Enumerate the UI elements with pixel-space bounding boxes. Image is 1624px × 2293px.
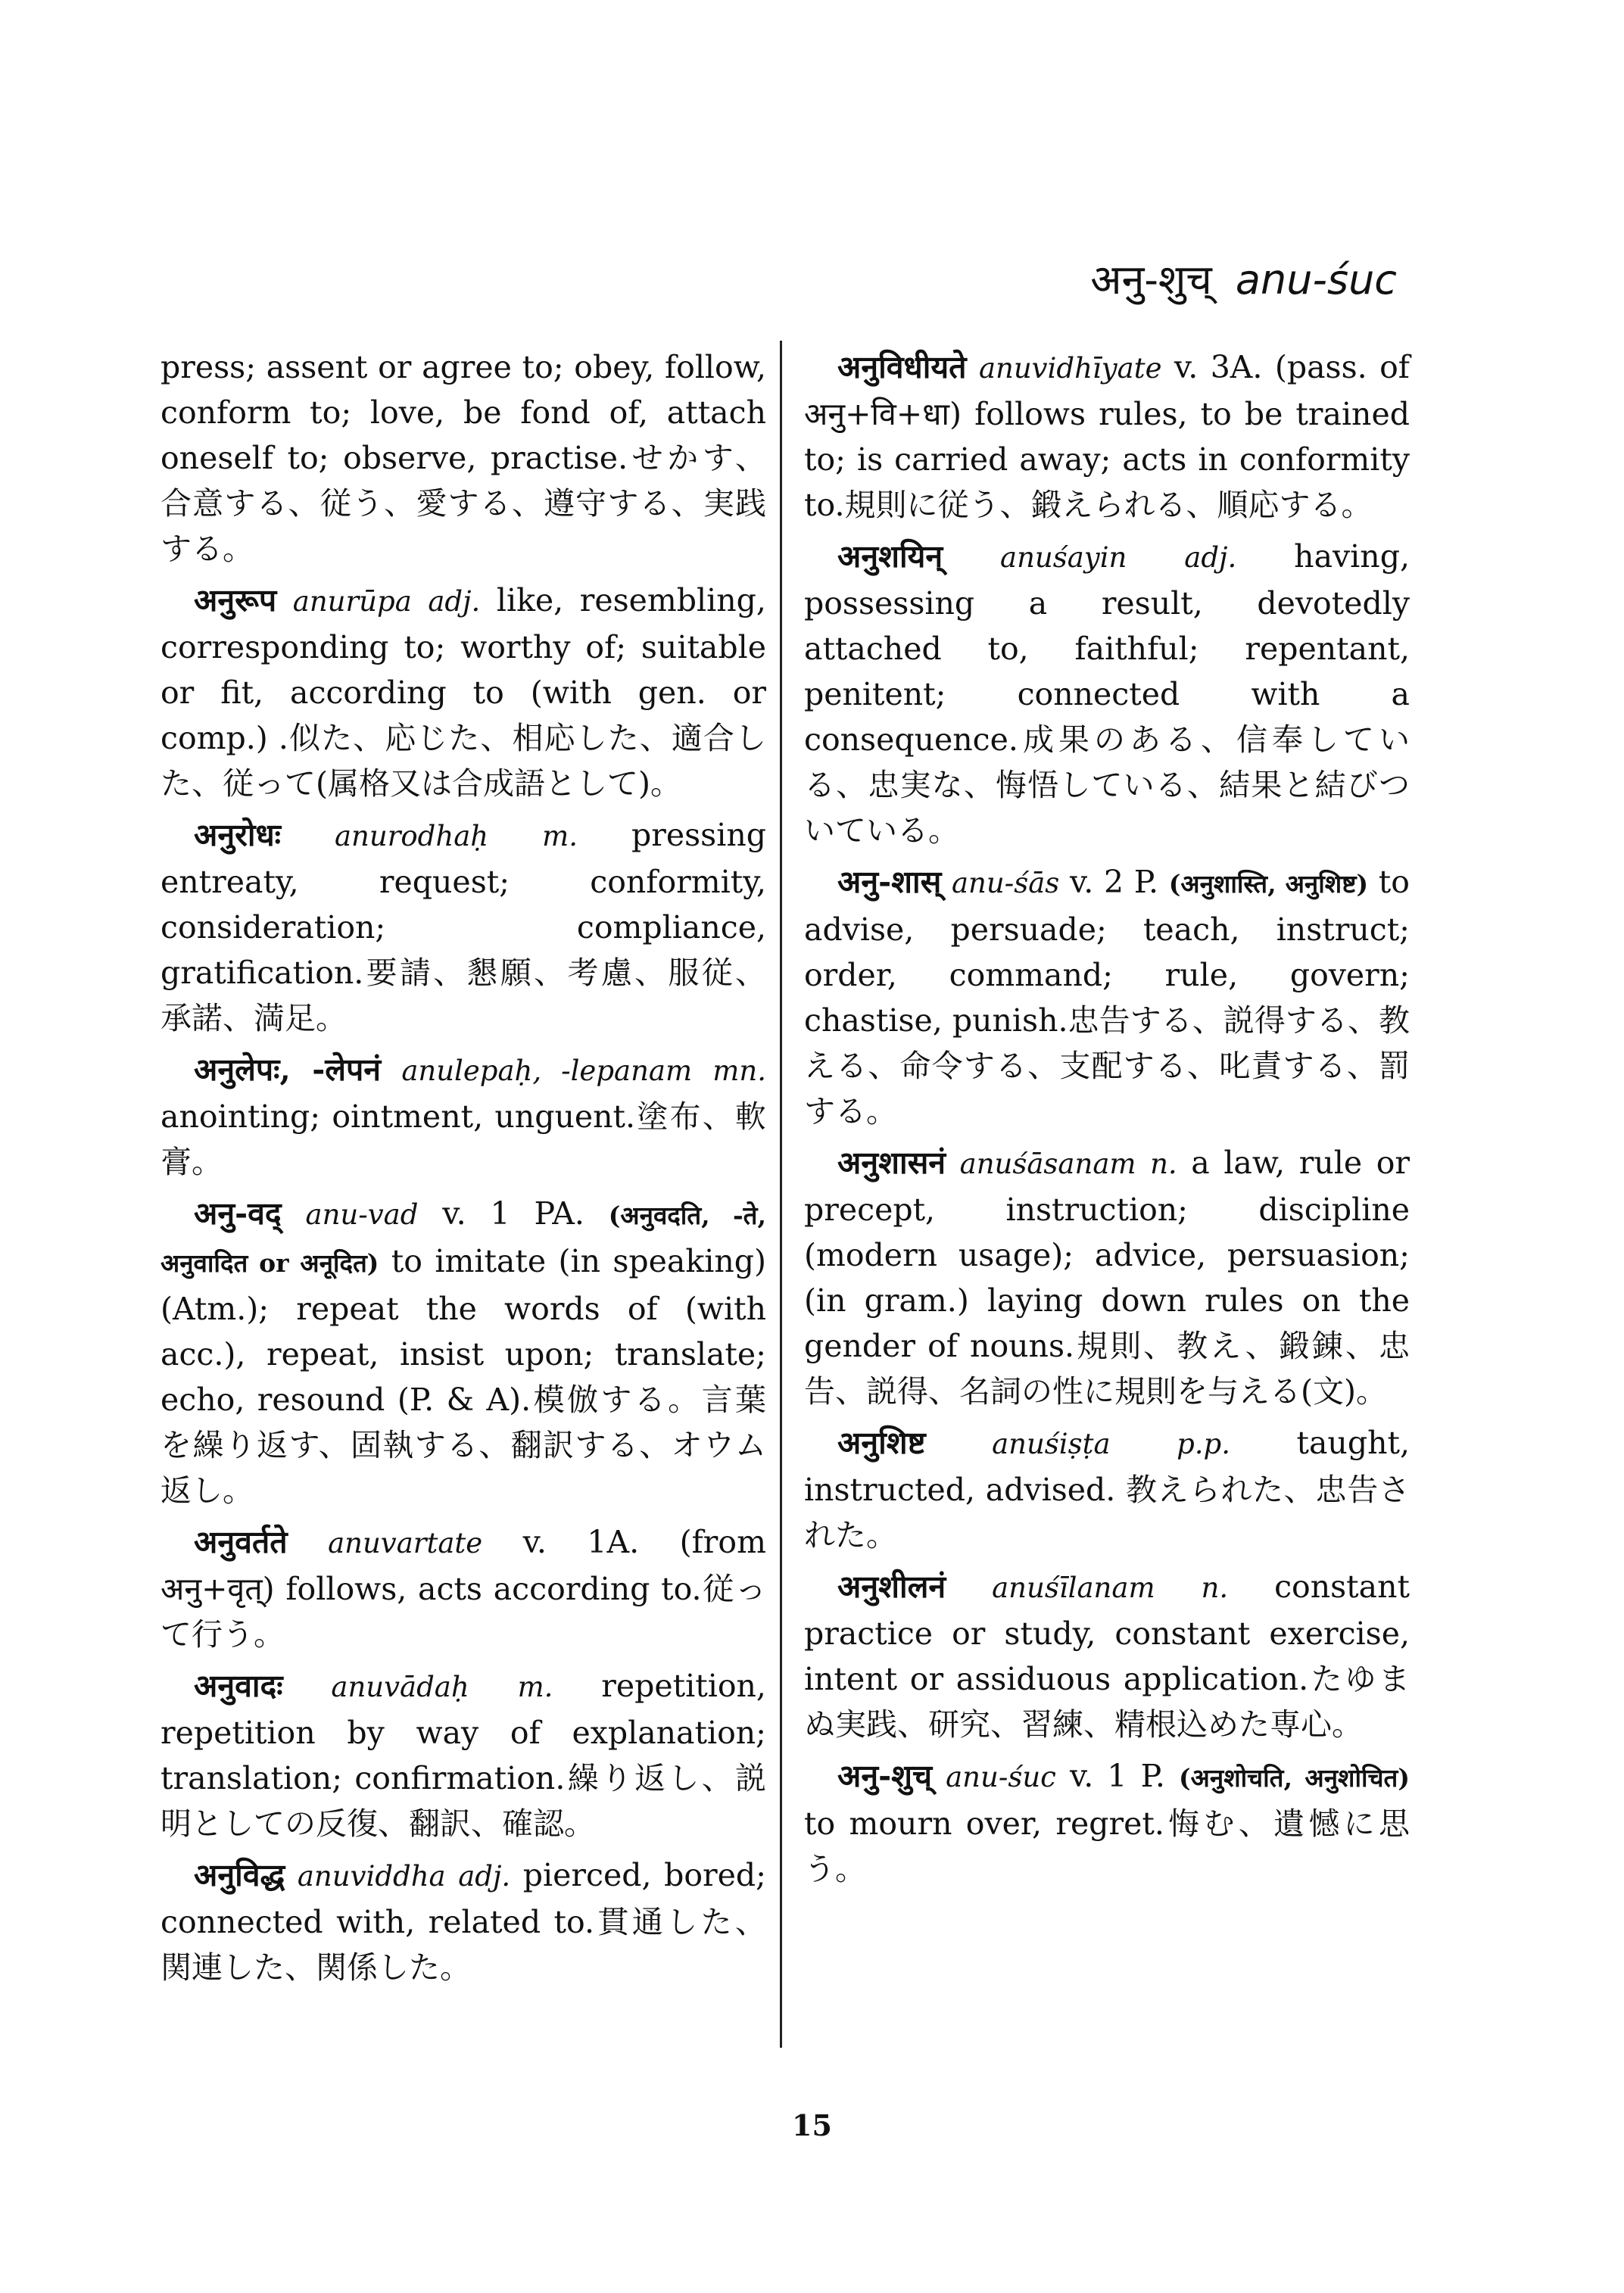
- entry-headword: अनु-शास्: [837, 864, 942, 900]
- entry-transliteration: anuvādaḥ: [331, 1671, 469, 1703]
- entry-transliteration: anurūpa: [292, 585, 412, 618]
- entry-grammar: v. 1A.: [522, 1524, 640, 1560]
- right-column: [804, 344, 1410, 1898]
- entry-definition: having, possessing a result, devotedly attached to, faithful; repentant, penitent; connected with a consequence.成果のある、信奉している、忠実な、悔悟している、結果と結びついている。: [804, 538, 1410, 849]
- entry-transliteration: anuśāsanam: [959, 1148, 1136, 1180]
- entry-grammar: m.: [517, 1671, 553, 1703]
- entry-definition: to imitate (in speaking) (Atm.); repeat the words of (with acc.), repeat, insist upon; translate; echo, resound (P. & A).模倣する。言葉を繰り返す、固執する、翻訳する、オウム返し。: [161, 1243, 766, 1509]
- entry-headword: अनु-वद्: [194, 1195, 282, 1232]
- entry-anuvartate: [161, 1519, 766, 1657]
- entry-grammar: p.p.: [1177, 1428, 1230, 1460]
- left-column: [161, 344, 766, 1996]
- entry-headword: अनुशिष्ट: [837, 1425, 926, 1461]
- entry-continuation: [161, 344, 766, 572]
- entry-transliteration: anu-vad: [305, 1198, 419, 1231]
- entry-forms: (अनुशोचति, अनुशोचित): [1179, 1763, 1410, 1793]
- entry-grammar: n.: [1201, 1572, 1229, 1604]
- entry-transliteration: anuśayin: [1000, 541, 1127, 574]
- entry-grammar: n.: [1150, 1148, 1177, 1180]
- entry-definition: taught, instructed, advised. 教えられた、忠告された。: [804, 1425, 1410, 1553]
- entry-anusilanam: [804, 1564, 1410, 1747]
- entry-grammar: v. 1 PA.: [442, 1195, 584, 1232]
- entry-definition: a law, rule or precept, instruction; discipline (modern usage); advice, persuasion; (in gram.) laying down rules on the gender of nouns.規則、教え、鍛錬、忠告、説得、名詞の性に規則を与える(文)。: [804, 1145, 1410, 1410]
- entry-definition: anointing; ointment, unguent.塗布、軟膏。: [161, 1098, 766, 1180]
- entry-anuviddha: [161, 1852, 766, 1990]
- entry-anulepah: [161, 1047, 766, 1185]
- entry-anu-vad: [161, 1191, 766, 1513]
- entry-anu-suc: [804, 1753, 1410, 1892]
- entry-transliteration: anuviddha: [297, 1860, 446, 1893]
- entry-transliteration: anuśīlanam: [992, 1572, 1155, 1604]
- entry-headword: अनु-शुच्: [837, 1758, 933, 1794]
- entry-headword: अनुलेपः, -लेपनं: [194, 1051, 382, 1088]
- running-head: [1090, 250, 1397, 306]
- entry-headword: अनुरूप: [194, 582, 277, 618]
- entry-transliteration: anu-śās: [952, 867, 1060, 899]
- entry-headword: अनुविधीयते: [837, 349, 967, 385]
- entry-definition: follows, acts according to.従って行う。: [161, 1571, 766, 1653]
- entry-forms: (from अनु+वृत्): [161, 1524, 766, 1607]
- entry-definition: follows rules, to be trained to; is carried away; acts in conformity to.規則に従う、鍛えられる、順応する。: [804, 396, 1410, 523]
- entry-definition: pressing entreaty, request; conformity, consideration; compliance, gratification.要請、懇願、考慮、服従、承諾、満足。: [161, 817, 766, 1036]
- entry-headword: अनुशीलनं: [837, 1569, 946, 1605]
- entry-forms: (pass. of अनु+वि+धा): [804, 349, 1410, 432]
- running-head-devanagari: अनु-शुच्: [1090, 256, 1212, 304]
- entry-forms: (अनुशास्ति, अनुशिष्ट): [1168, 869, 1369, 899]
- entry-transliteration: anuvidhīyate: [978, 352, 1162, 385]
- entry-anusasanam: [804, 1140, 1410, 1414]
- entry-anurupa: [161, 578, 766, 806]
- entry-grammar: adj.: [1184, 541, 1237, 574]
- entry-grammar: mn.: [712, 1055, 766, 1087]
- entry-grammar: v. 1 P.: [1070, 1758, 1165, 1794]
- entry-definition: press; assent or agree to; obey, follow, conform to; love, be fond of, attach oneself to; observe, practise.せかす、合意する、従う、愛する、遵守する、実践する。: [161, 349, 766, 567]
- entry-anusayin: [804, 534, 1410, 853]
- entry-anuvidhiyate: [804, 344, 1410, 528]
- entry-anurodhah: [161, 812, 766, 1041]
- entry-transliteration: anurodhaḥ: [335, 820, 489, 852]
- entry-grammar: adj.: [458, 1860, 511, 1893]
- entry-grammar: m.: [542, 820, 578, 852]
- entry-definition: repetition, repetition by way of explanation; translation; confirmation.繰り返し、説明としての反復、翻訳、確認。: [161, 1668, 766, 1842]
- entry-grammar: v. 3A.: [1174, 349, 1263, 385]
- column-divider: [780, 341, 782, 2048]
- entry-transliteration: anuśiṣṭa: [992, 1428, 1111, 1460]
- entry-definition: pierced, bored; connected with, related to.貫通した、関連した、関係した。: [161, 1857, 766, 1986]
- page-number: 15: [792, 2108, 832, 2142]
- entry-anusista: [804, 1420, 1410, 1558]
- entry-headword: अनुशासनं: [837, 1145, 946, 1181]
- entry-transliteration: anuvartate: [328, 1527, 483, 1559]
- entry-anu-sas: [804, 859, 1410, 1134]
- entry-headword: अनुवर्तते: [194, 1524, 288, 1560]
- entry-grammar: adj.: [428, 585, 481, 618]
- entry-headword: अनुशयिन्: [837, 538, 943, 575]
- entry-headword: अनुरोधः: [194, 817, 281, 853]
- entry-definition: like, resembling, corresponding to; worthy of; suitable or fit, according to (with gen. or comp.) .似た、応じた、相応した、適合した、従って(属格又は合成語として)。: [161, 582, 766, 802]
- entry-definition: to mourn over, regret.悔む、遺憾に思う。: [804, 1805, 1410, 1887]
- entry-headword: अनुवादः: [194, 1668, 283, 1704]
- entry-forms: (अनुवदति, -ते, अनुवादित or अनूदित): [161, 1201, 766, 1278]
- entry-transliteration: anu-śuc: [946, 1761, 1056, 1793]
- entry-definition: constant practice or study, constant exercise, intent or assiduous application.たゆまぬ実践、研究、習練、精根込めた専心。: [804, 1569, 1410, 1743]
- entry-grammar: v. 2 P.: [1069, 864, 1159, 900]
- entry-definition: to advise, persuade; teach, instruct; order, command; rule, govern; chastise, punish.忠告する、説得する、教える、命令する、支配する、叱責する、罰する。: [804, 864, 1410, 1129]
- entry-anuvadah: [161, 1663, 766, 1846]
- running-head-roman: anu-śuc: [1235, 256, 1397, 304]
- entry-transliteration: anulepaḥ, -lepanam: [401, 1055, 693, 1087]
- entry-headword: अनुविद्ध: [194, 1857, 285, 1893]
